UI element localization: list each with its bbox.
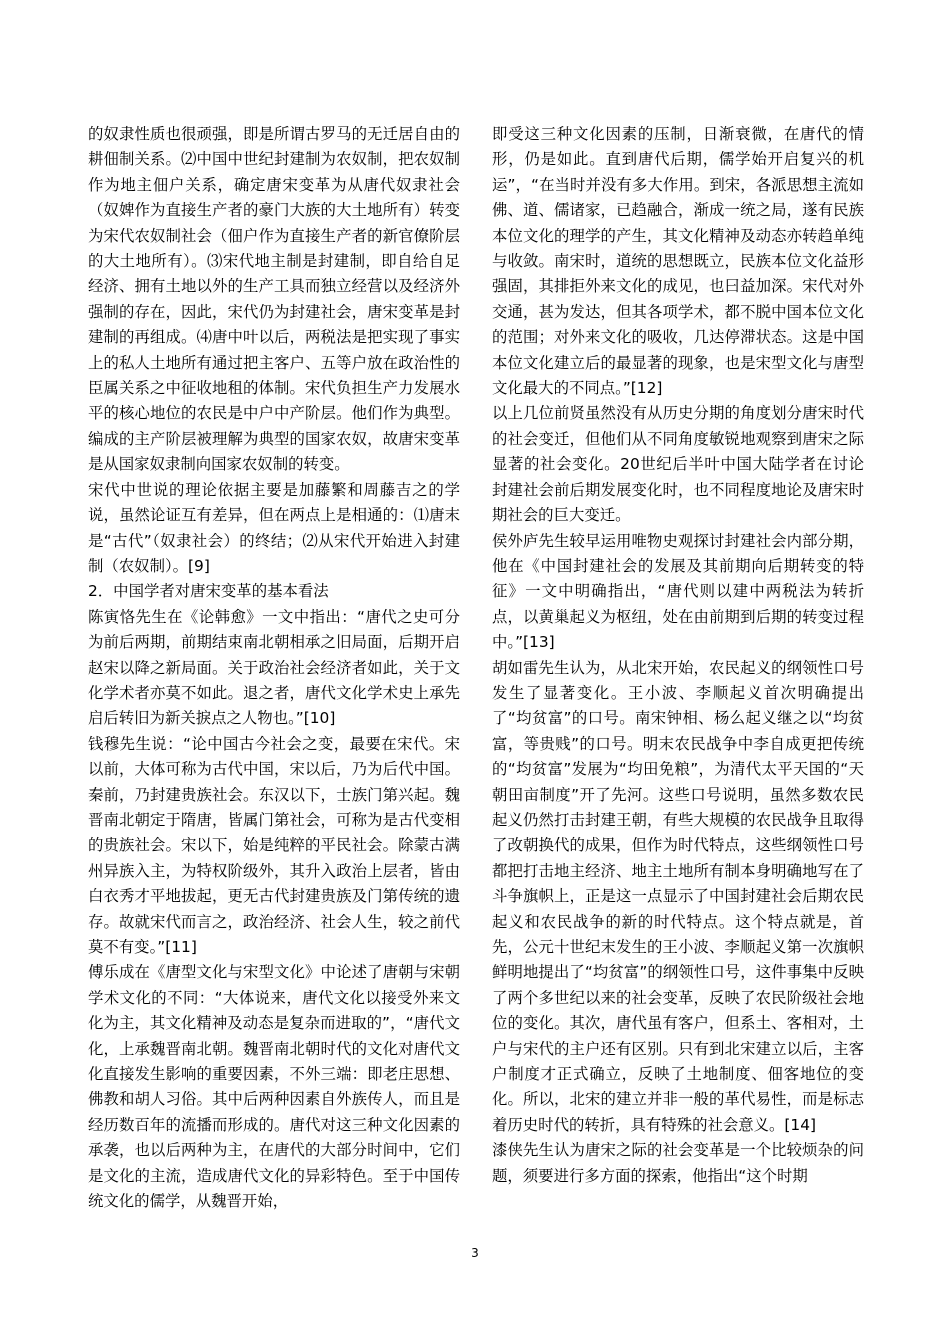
paragraph: 陈寅恪先生在《论韩愈》一文中指出：“唐代之史可分为前后两期，前期结束南北朝相承之旧局面，后期开启赵宋以降之新局面。关于政治社会经济者如此，关于文化学术者亦莫不如此。退之者，唐代文化学术史上承先启后转旧为新关捩点之人物也。”[10]	[88, 607, 460, 728]
paragraph: 的奴隶性质也很顽强，即是所谓古罗马的无迁居自由的耕佃制关系。⑵中国中世纪封建制为农奴制，把农奴制作为地主佃户关系，确定唐宋变革为从唐代奴隶社会（奴婢作为直接生产者的豪门大族的大土地所有）转变为宋代农奴制社会（佃户作为直接生产者的新官僚阶层的大土地所有）。⑶宋代地主制是封建制，即自给自足经济、拥有土地以外的生产工具而独立经营以及经济外强制的存在，因此，宋代仍为封建社会，唐宋变革是封建制的再组成。⑷唐中叶以后，两税法是把实现了事实上的私人土地所有通过把主客户、五等户放在政治性的臣属关系之中征收地租的体制。宋代负担生产力发展水平的核心地位的农民是中户中产阶层。他们作为典型。编成的主产阶层被理解为典型的国家农奴，故唐宋变革是从国家奴隶制向国家农奴制的转变。	[88, 125, 460, 474]
paragraph: 钱穆先生说：“论中国古今社会之变，最要在宋代。宋以前，大体可称为古代中国，宋以后，乃为后代中国。秦前，乃封建贵族社会。东汉以下，士族门第兴起。魏晋南北朝定于隋唐，皆属门第社会，可称为是古代变相的贵族社会。宋以下，始是纯粹的平民社会。除蒙古满州异族入主，为特权阶级外，其升入政治上层者，皆由白衣秀才平地拔起，更无古代封建贵族及门第传统的遗存。故就宋代而言之，政治经济、社会人生，较之前代莫不有变。”[11]	[88, 734, 460, 956]
right-column	[492, 122, 864, 1189]
paragraph: 以上几位前贤虽然没有从历史分期的角度划分唐宋时代的社会变迁，但他们从不同角度敏锐地观察到唐宋之际显著的社会变化。20世纪后半叶中国大陆学者在讨论封建社会前后期发展变化时，也不同程度地论及唐宋时期社会的巨大变迁。	[492, 404, 864, 525]
left-column	[88, 122, 460, 1214]
section-heading: 2．中国学者对唐宋变革的基本看法	[88, 582, 329, 601]
paragraph: 即受这三种文化因素的压制，日渐衰微，在唐代的情形，仍是如此。直到唐代后期，儒学始开启复兴的机运”，“在当时并没有多大作用。到宋，各派思想主流如佛、道、儒诸家，已趋融合，渐成一统之局，遂有民族本位文化的理学的产生，其文化精神及动态亦转趋单纯与收敛。南宋时，道统的思想既立，民族本位文化益形强固，其排拒外来文化的成见，也曰益加深。宋代对外交通，甚为发达，但其各项学术，都不脱中国本位文化的范围；对外来文化的吸收，几达停滞状态。这是中国本位文化建立后的最显著的现象，也是宋型文化与唐型文化最大的不同点。”[12]	[492, 125, 864, 398]
paragraph: 胡如雷先生认为，从北宋开始，农民起义的纲领性口号发生了显著变化。王小波、李顺起义首次明确提出了“均贫富”的口号。南宋钟相、杨么起义继之以“均贫富，等贵贱”的口号。明末农民战争中李自成更把传统的“均贫富”发展为“均田免粮”，为清代太平天国的“天朝田亩制度”开了先河。这些口号说明，虽然多数农民起义仍然打击封建王朝，有些大规模的农民战争且取得了改朝换代的成果，但作为时代特点，这些纲领性口号都把打击地主经济、地主土地所有制本身明确地写在了斗争旗帜上，正是这一点显示了中国封建社会后期农民起义和农民战争的新的时代特点。这个特点就是，首先，公元十世纪末发生的王小波、李顺起义第一次旗帜鲜明地提出了“均贫富”的纲领性口号，这件事集中反映了两个多世纪以来的社会变革，反映了农民阶级社会地位的变化。其次，唐代虽有客户，但系土、客相对，土户与宋代的主户还有区别。只有到北宋建立以后，主客户制度才正式确立，反映了土地制度、佃客地位的变化。所以，北宋的建立并非一般的革代易性，而是标志着历史时代的转折，具有特殊的社会意义。[14]	[492, 658, 864, 1134]
page-number: 3	[471, 1246, 479, 1260]
paragraph: 漆侠先生认为唐宋之际的社会变革是一个比较烦杂的问题，须要进行多方面的探索，他指出“这个时期	[492, 1141, 864, 1185]
paragraph: 侯外庐先生较早运用唯物史观探讨封建社会内部分期，他在《中国封建社会的发展及其前期向后期转变的特征》一文中明确指出，“唐代则以建中两税法为转折点，以黄巢起义为枢纽，处在由前期到后期的转变过程中。”[13]	[492, 531, 864, 652]
paragraph: 傅乐成在《唐型文化与宋型文化》中论述了唐朝与宋朝学术文化的不同：“大体说来，唐代文化以接受外来文化为主，其文化精神及动态是复杂而进取的”，“唐代文化，上承魏晋南北朝。魏晋南北朝时代的文化对唐代文化直接发生影响的重要因素，不外三端：即老庄思想、佛教和胡人习俗。其中后两种因素自外族传人，而且是经历数百年的流播而形成的。唐代对这三种文化因素的承袭，也以后两种为主，在唐代的大部分时间中，它们是文化的主流，造成唐代文化的异彩特色。至于中国传统文化的儒学，从魏晋开始，	[88, 963, 460, 1211]
paragraph: 宋代中世说的理论依据主要是加藤繁和周藤吉之的学说，虽然论证互有差异，但在两点上是相通的：⑴唐末是“古代”（奴隶社会）的终结；⑵从宋代开始进入封建制（农奴制）。[9]	[88, 480, 460, 575]
